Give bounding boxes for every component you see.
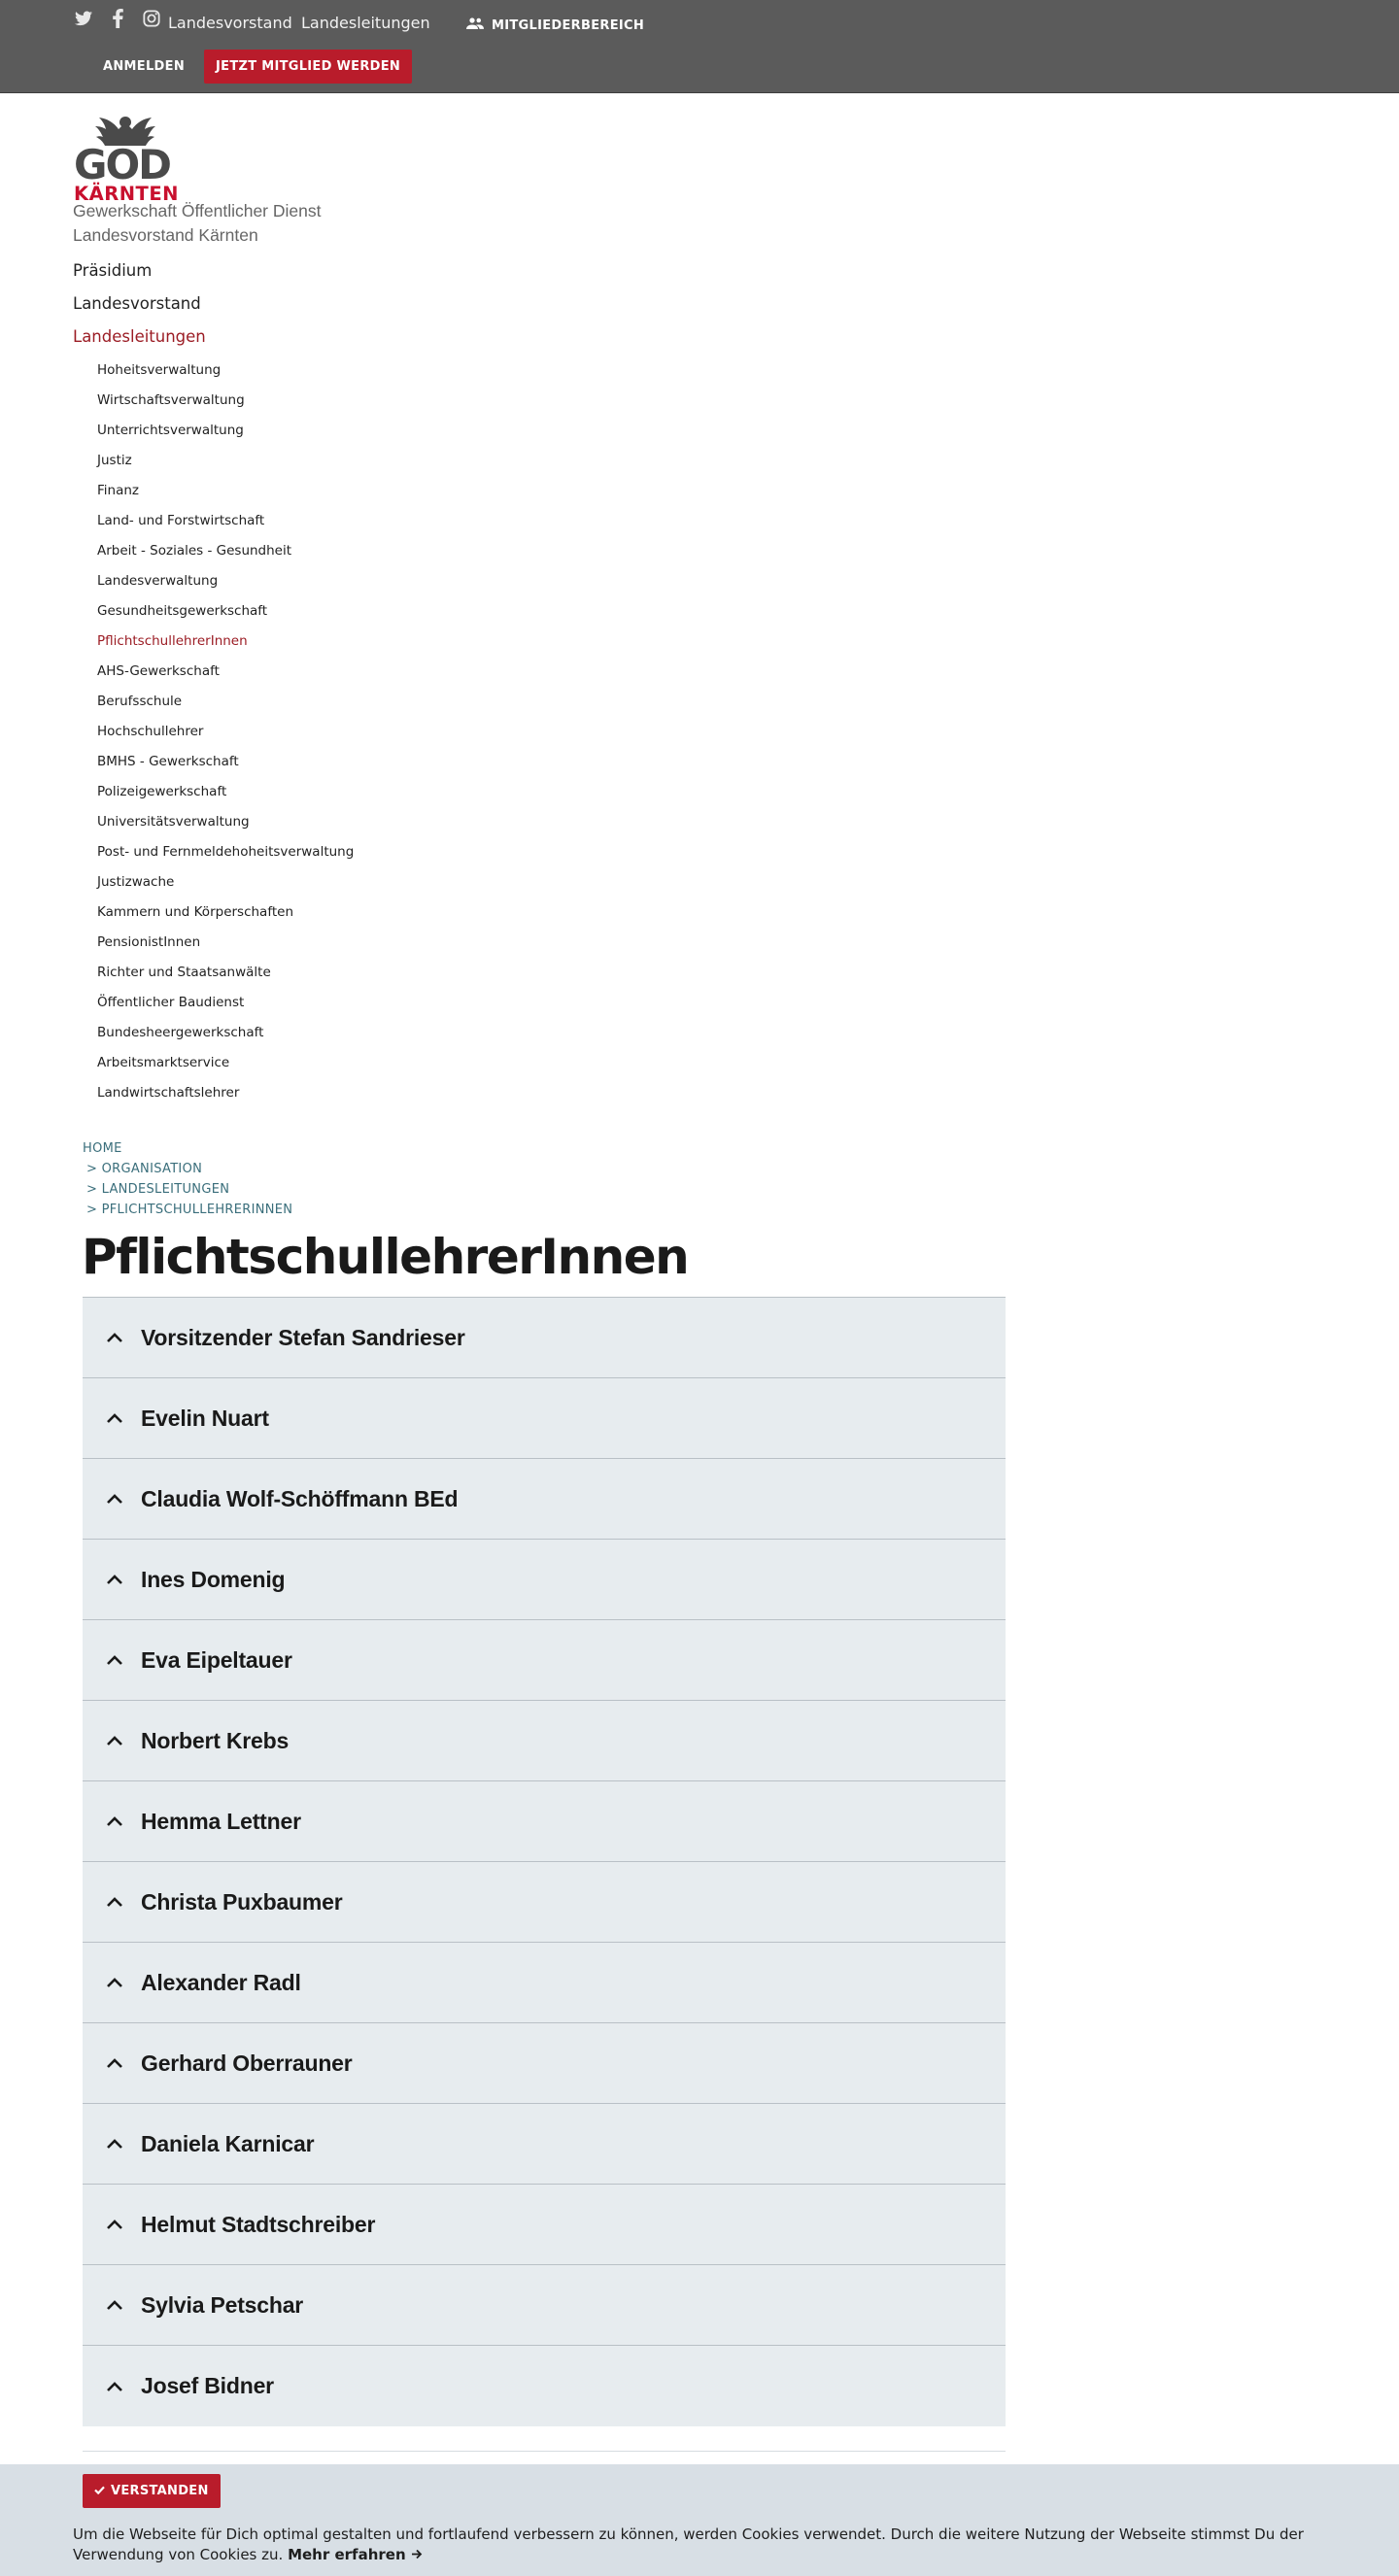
accordion-item-label: Christa Puxbaumer [141,1888,343,1915]
chevron-up-icon [102,1647,127,1673]
chevron-up-icon [102,1809,127,1834]
accordion-item[interactable] [83,1378,1006,1459]
subnav-item[interactable]: Unterrichtsverwaltung [97,423,244,438]
subnav-item[interactable]: Polizeigewerkschaft [97,784,227,799]
chevron-up-icon [102,1728,127,1753]
content-divider [83,2451,1006,2452]
chevron-up-icon [102,1486,127,1511]
people-icon [466,17,484,33]
accordion-item[interactable] [83,1620,1006,1701]
subnav-item[interactable]: Justizwache [97,874,175,890]
accordion-item[interactable] [83,2104,1006,2185]
members-area-link[interactable] [466,17,644,33]
subnav-item[interactable]: Arbeit - Soziales - Gesundheit [97,543,292,559]
accordion-item[interactable] [83,1459,1006,1540]
chevron-up-icon [102,2212,127,2237]
subnav-item[interactable]: BMHS - Gewerkschaft [97,754,239,769]
accordion-item[interactable] [83,1701,1006,1781]
tagline-state-board: Landesvorstand Kärnten [73,225,258,245]
subnav-item[interactable]: Bundesheergewerkschaft [97,1025,264,1040]
breadcrumb-home[interactable]: HOME [83,1141,122,1156]
learn-more-label: Mehr erfahren [288,2546,406,2563]
subnav-item[interactable]: Richter und Staatsanwälte [97,965,271,980]
subnav-item[interactable]: Hochschullehrer [97,724,204,739]
cookie-notice-text: Um die Webseite für Dich optimal gestalten und fortlaufend verbessern zu können, werden Cookies verwendet. Durch die weitere Nutzung der Webseite stimmst Du der Verwendung von Cookies zu. [73,2525,1304,2563]
accordion-item[interactable] [83,1298,1006,1378]
accordion-item[interactable] [83,1943,1006,2023]
accordion-item[interactable] [83,2346,1006,2426]
login-button[interactable]: ANMELDEN [103,59,185,74]
chevron-up-icon [102,1889,127,1915]
chevron-up-icon [102,2051,127,2076]
subnav-item[interactable]: Land- und Forstwirtschaft [97,513,265,528]
subnav-item[interactable]: Arbeitsmarktservice [97,1055,230,1070]
chevron-up-icon [102,2374,127,2399]
instagram-icon[interactable] [141,8,162,29]
accept-cookies-button[interactable] [83,2474,221,2508]
twitter-icon[interactable] [73,8,94,29]
members-area-label: MITGLIEDERBEREICH [492,17,645,33]
subnav-item[interactable]: Hoheitsverwaltung [97,362,222,378]
accordion-item-label: Norbert Krebs [141,1727,290,1753]
breadcrumb-landesleitungen[interactable]: > LANDESLEITUNGEN [86,1182,230,1197]
chevron-up-icon [102,1567,127,1592]
accordion-item-label: Josef Bidner [141,2373,274,2398]
subnav-item[interactable]: Universitätsverwaltung [97,814,250,830]
accordion-item[interactable] [83,1540,1006,1620]
breadcrumb-organisation[interactable]: > ORGANISATION [86,1162,203,1176]
chevron-up-icon [102,1970,127,1995]
top-link-landesvorstand[interactable]: Landesvorstand [168,14,292,32]
accordion-item[interactable] [83,2185,1006,2265]
learn-more-link[interactable] [288,2546,423,2563]
nav-item-landesvorstand[interactable]: Landesvorstand [73,294,201,313]
cookie-notice [73,2525,1326,2565]
arrow-right-icon [411,2546,423,2563]
subnav-item[interactable]: Gesundheitsgewerkschaft [97,603,268,619]
accordion-item-label: Ines Domenig [141,1566,286,1592]
accordion-item-label: Gerhard Oberrauner [141,2050,353,2076]
chevron-up-icon [102,2292,127,2318]
top-bar [0,0,1399,93]
facebook-icon[interactable] [107,8,128,29]
accordion-item-label: Claudia Wolf-Schöffmann BEd [141,1485,459,1511]
subnav-item[interactable]: Justiz [97,453,132,468]
chevron-up-icon [102,1325,127,1350]
breadcrumb-current[interactable]: > PFLICHTSCHULLEHRERINNEN [86,1203,293,1217]
chevron-up-icon [102,2131,127,2156]
social-links [73,8,162,29]
goed-kaernten-logo[interactable] [72,113,179,202]
accordion-item[interactable] [83,2023,1006,2104]
accordion-item[interactable] [83,2265,1006,2346]
check-icon [94,2484,105,2498]
join-button[interactable]: JETZT MITGLIED WERDEN [204,50,412,84]
accordion-item-label: Sylvia Petschar [141,2291,304,2318]
accordion-item-label: Alexander Radl [141,1969,301,1995]
accordion-item[interactable] [83,1781,1006,1862]
subnav-item[interactable]: Landesverwaltung [97,573,219,589]
subnav-item[interactable]: Landwirtschaftslehrer [97,1085,240,1101]
subnav-item[interactable]: PensionistInnen [97,934,201,950]
subnav-item[interactable]: AHS-Gewerkschaft [97,663,220,679]
accordion-item-label: Eva Eipeltauer [141,1646,292,1673]
accordion-item[interactable] [83,1862,1006,1943]
chevron-up-icon [102,1406,127,1431]
nav-item-praesidium[interactable]: Präsidium [73,261,153,280]
cookie-banner [0,2464,1399,2576]
accordion-item-label: Helmut Stadtschreiber [141,2211,376,2237]
accordion-item-label: Evelin Nuart [141,1405,269,1431]
subnav-item[interactable]: Berufsschule [97,694,183,709]
member-accordion [83,1297,1006,2426]
subnav-item[interactable]: Öffentlicher Baudienst [97,995,245,1010]
accept-cookies-label: VERSTANDEN [111,2484,209,2498]
subnav-item-active[interactable]: PflichtschullehrerInnen [97,633,248,649]
tagline-union: Gewerkschaft Öffentlicher Dienst [73,201,322,220]
page-title: PflichtschullehrerInnen [82,1229,689,1285]
subnav-item[interactable]: Kammern und Körperschaften [97,904,293,920]
subnav-item[interactable]: Post- und Fernmeldehoheitsverwaltung [97,844,355,860]
subnav-item[interactable]: Wirtschaftsverwaltung [97,392,245,408]
accordion-item-label: Vorsitzender Stefan Sandrieser [141,1324,465,1350]
accordion-item-label: Hemma Lettner [141,1808,301,1834]
logo-text-goed: GÖD [74,141,171,188]
logo-text-kaernten: KÄRNTEN [74,183,179,202]
nav-item-landesleitungen[interactable]: Landesleitungen [73,327,206,346]
accordion-item-label: Daniela Karnicar [141,2130,315,2156]
subnav-item[interactable]: Finanz [97,483,140,498]
top-link-landesleitungen[interactable]: Landesleitungen [301,14,430,32]
